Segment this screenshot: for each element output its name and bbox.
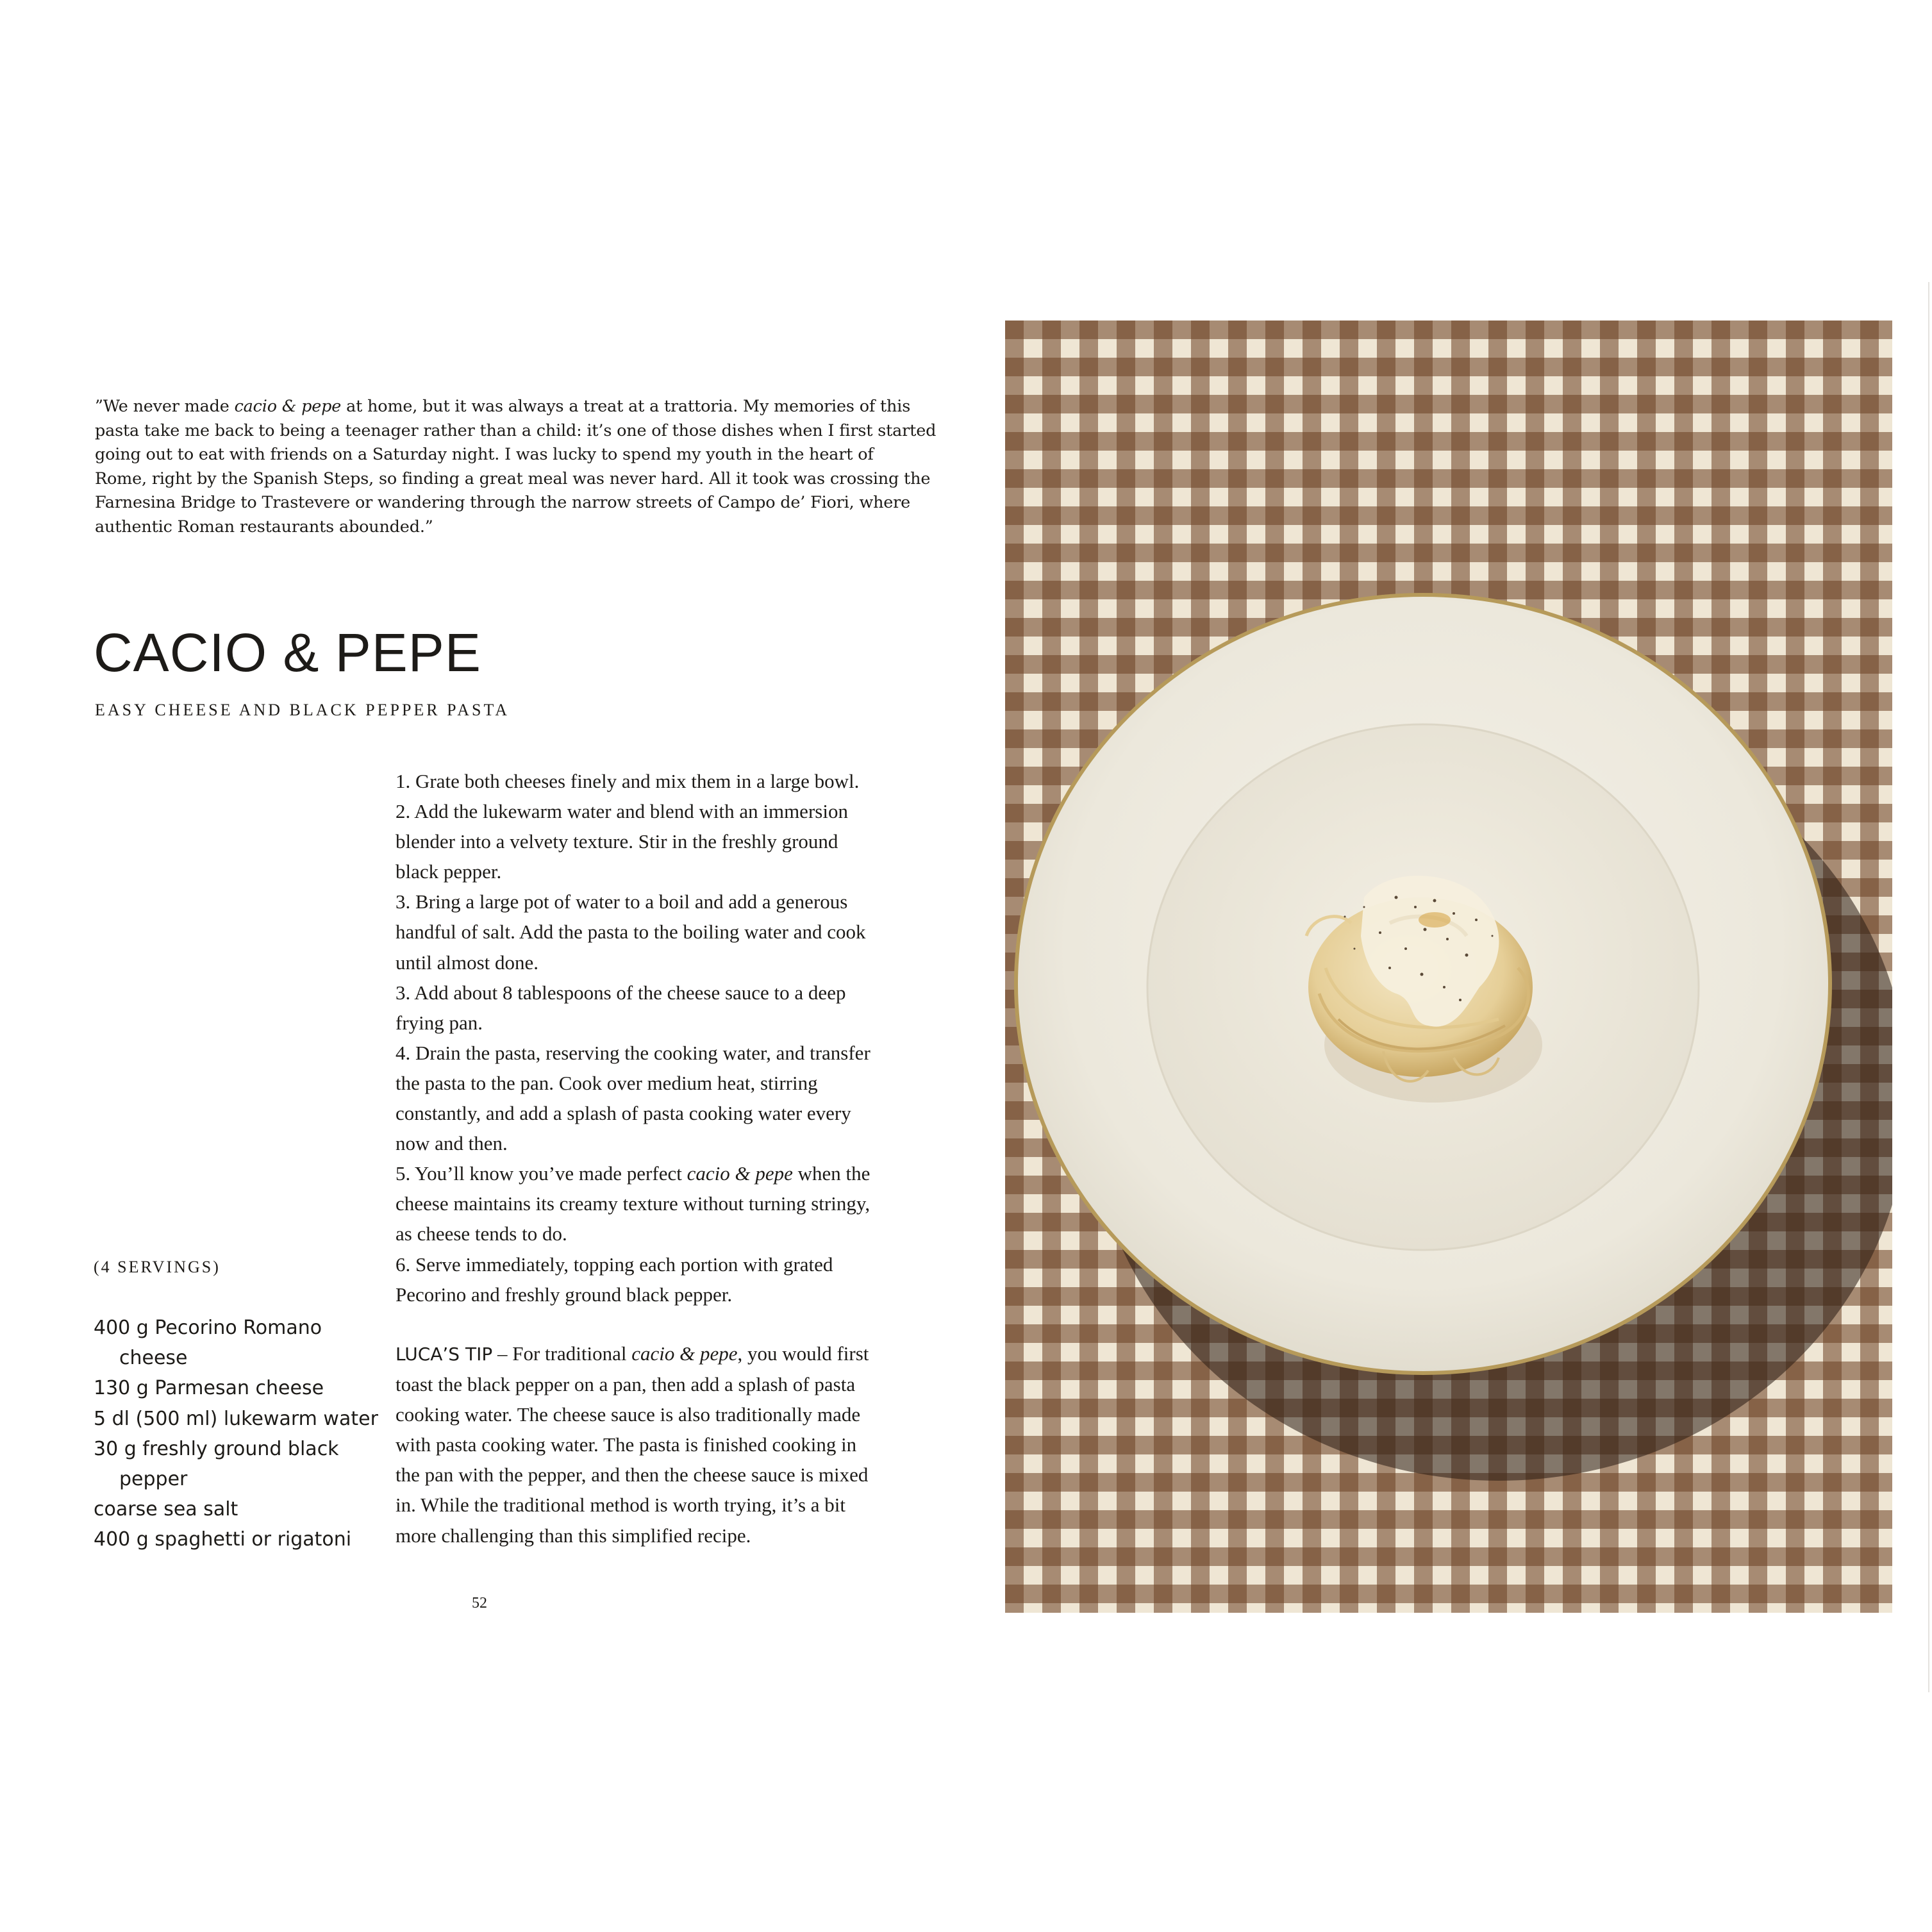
tip-line: with pasta cooking water. The pasta is finished cooking in xyxy=(396,1433,857,1456)
ingredient-item: 130 g Parmesan cheese xyxy=(94,1377,324,1400)
method-line: as cheese tends to do. xyxy=(396,1222,567,1245)
ingredient-item: coarse sea salt xyxy=(94,1498,238,1521)
intro-line: Farnesina Bridge to Trastevere or wandering through the narrow streets of Campo de’ Fiori, where xyxy=(95,493,911,513)
page-edge xyxy=(1928,282,1929,1692)
intro-line: going out to eat with friends on a Saturday night. I was lucky to spend my youth in the heart of xyxy=(95,445,874,465)
method-line: 3. Bring a large pot of water to a boil and add a generous xyxy=(396,890,848,913)
method-line: black pepper. xyxy=(396,860,502,883)
tip-line: LUCA’S TIP – For traditional cacio & pepe, you would first xyxy=(396,1342,869,1365)
page-number: 52 xyxy=(472,1595,487,1611)
tip-line: in. While the traditional method is worth trying, it’s a bit xyxy=(396,1494,845,1517)
intro-paragraph xyxy=(95,395,937,540)
intro-line: Rome, right by the Spanish Steps, so finding a great meal was never hard. All it took was crossing the xyxy=(95,469,931,488)
method-line: cheese maintains its creamy texture without turning stringy, xyxy=(396,1192,870,1215)
tip-line: the pan with the pepper, and then the cheese sauce is mixed xyxy=(396,1463,869,1486)
ingredient-item: 400 g Pecorino Romano cheese xyxy=(94,1317,322,1370)
method-line: blender into a velvety texture. Stir in the freshly ground xyxy=(396,830,838,853)
method-line: now and then. xyxy=(396,1132,508,1155)
recipe-title: CACIO & PEPE xyxy=(94,622,481,683)
intro-quote xyxy=(95,395,937,540)
servings-label: (4 SERVINGS) xyxy=(94,1258,221,1276)
tip-line: toast the black pepper on a pan, then add a splash of pasta xyxy=(396,1373,856,1396)
method-line: 2. Add the lukewarm water and blend with an immersion xyxy=(396,800,848,823)
method-line: frying pan. xyxy=(396,1011,483,1034)
method-line: 1. Grate both cheeses finely and mix them in a large bowl. xyxy=(396,770,860,792)
method-steps xyxy=(396,766,883,1310)
ingredient-list xyxy=(94,1313,378,1555)
tip-line: more challenging than this simplified recipe. xyxy=(396,1524,751,1547)
method-line: handful of salt. Add the pasta to the boiling water and cook xyxy=(396,920,866,944)
ingredient-item: 5 dl (500 ml) lukewarm water xyxy=(94,1407,378,1430)
method-line: the pasta to the pan. Cook over medium heat, stirring xyxy=(396,1071,818,1094)
recipe-subtitle: EASY CHEESE AND BLACK PEPPER PASTA xyxy=(95,701,510,719)
chef-tip xyxy=(396,1338,883,1551)
method-line: 3. Add about 8 tablespoons of the cheese sauce to a deep xyxy=(396,981,846,1004)
recipe-photo xyxy=(1005,321,1892,1613)
method-line: constantly, and add a splash of pasta cooking water every xyxy=(396,1102,851,1125)
method-line: 6. Serve immediately, topping each portion with grated xyxy=(396,1253,833,1276)
method-line: 5. You’ll know you’ve made perfect cacio & pepe when the xyxy=(396,1162,870,1185)
method-line: until almost done. xyxy=(396,951,539,974)
tip-line: cooking water. The cheese sauce is also traditionally made xyxy=(396,1403,861,1426)
ingredient-item: 30 g freshly ground black pepper xyxy=(94,1437,339,1491)
tip-label: LUCA’S TIP xyxy=(396,1344,493,1365)
intro-line: ”We never made cacio & pepe at home, but it was always a treat at a trattoria. My memories of this xyxy=(95,397,911,416)
pasta-plate-illustration xyxy=(1005,321,1892,1613)
intro-line: authentic Roman restaurants abounded.” xyxy=(95,517,433,537)
intro-line: pasta take me back to being a teenager rather than a child: it’s one of those dishes when I first started xyxy=(95,421,937,440)
method-line: 4. Drain the pasta, reserving the cooking water, and transfer xyxy=(396,1041,870,1064)
method-line: Pecorino and freshly ground black pepper. xyxy=(396,1283,733,1306)
ingredient-item: 400 g spaghetti or rigatoni xyxy=(94,1528,352,1551)
oil-glint xyxy=(1419,912,1451,928)
